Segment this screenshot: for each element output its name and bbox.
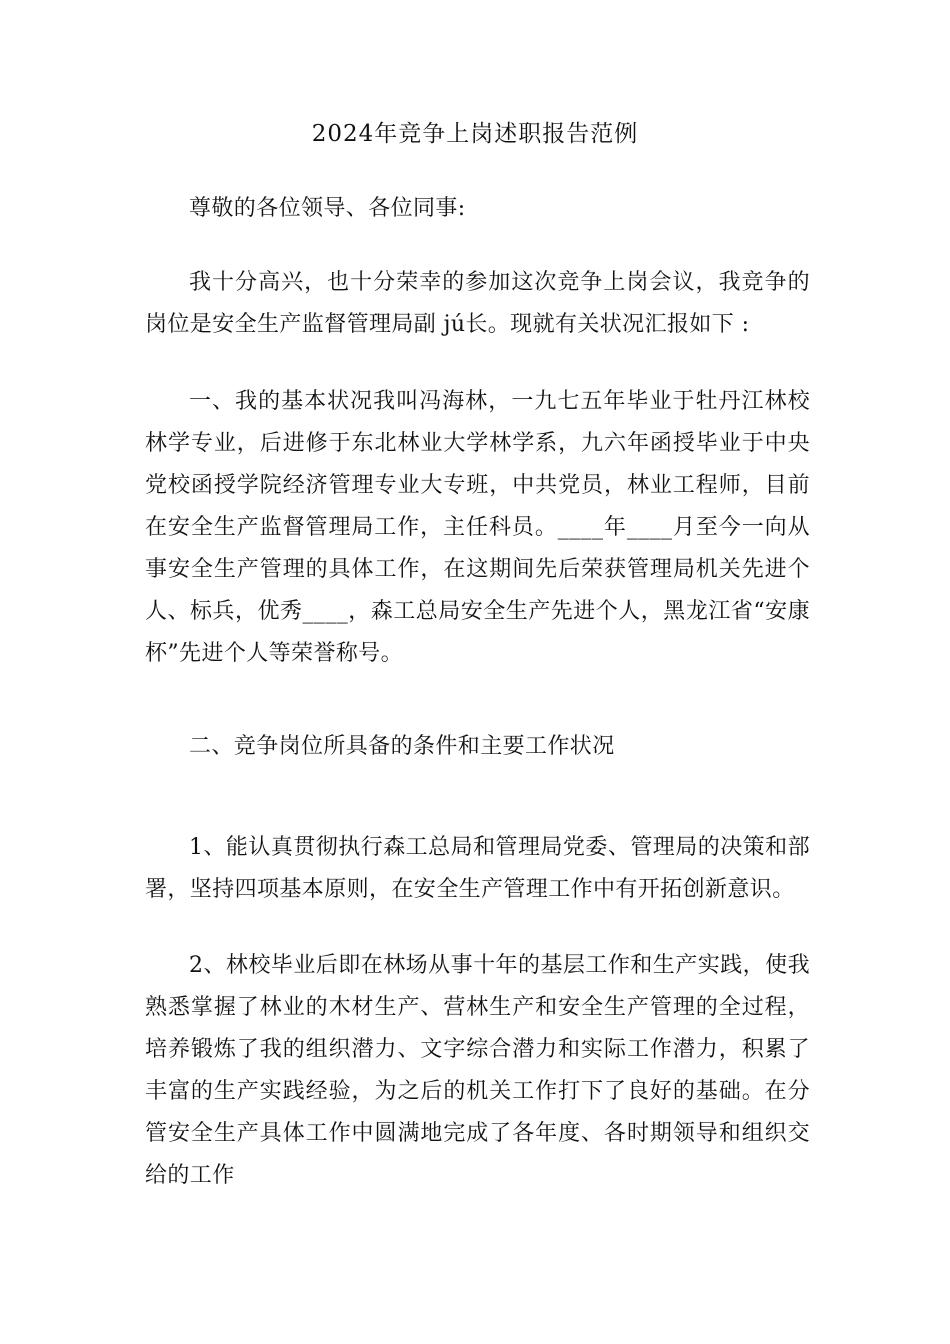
intro-paragraph: 我十分高兴，也十分荣幸的参加这次竞争上岗会议，我竞争的岗位是安全生产监督管理局副 jú长。现就有关状况汇报如下 : bbox=[145, 270, 810, 337]
salutation-paragraph: 尊敬的各位领导、各位同事: bbox=[189, 196, 466, 221]
section-2-heading: 二、竞争岗位所具备的条件和主要工作状况 bbox=[189, 734, 615, 759]
document-title: 2024年竞争上岗述职报告范例 bbox=[311, 121, 639, 147]
item-1-paragraph: 1、能认真贯彻执行森工总局和管理局党委、管理局的决策和部署，坚持四项基本原则，在安全生产管理工作中有开拓创新意识。 bbox=[145, 835, 810, 902]
item-2-paragraph: 2、林校毕业后即在林场从事十年的基层工作和生产实践，使我熟悉掌握了林业的木材生产、营林生产和安全生产管理的全过程，培养锻炼了我的组织潜力、文字综合潜力和实际工作潜力，积累了丰富的生产实践经验，为之后的机关工作打下了良好的基础。在分管安全生产具体工作中圆满地完成了各年度、各时期领导和组织交给的工作 bbox=[145, 953, 810, 1188]
section-1-paragraph: 一、我的基本状况我叫冯海林，一九七五年毕业于牡丹江林校林学专业，后进修于东北林业大学林学系，九六年函授毕业于中央党校函授学院经济管理专业大专班，中共党员，林业工程师，目前在安全生产监督管理局工作，主任科员。____年____月至今一向从事安全生产管理的具体工作，在这期间先后荣获管理局机关先进个人、标兵，优秀____，森工总局安全生产先进个人，黑龙江省“安康杯”先进个人等荣誉称号。 bbox=[145, 389, 810, 666]
